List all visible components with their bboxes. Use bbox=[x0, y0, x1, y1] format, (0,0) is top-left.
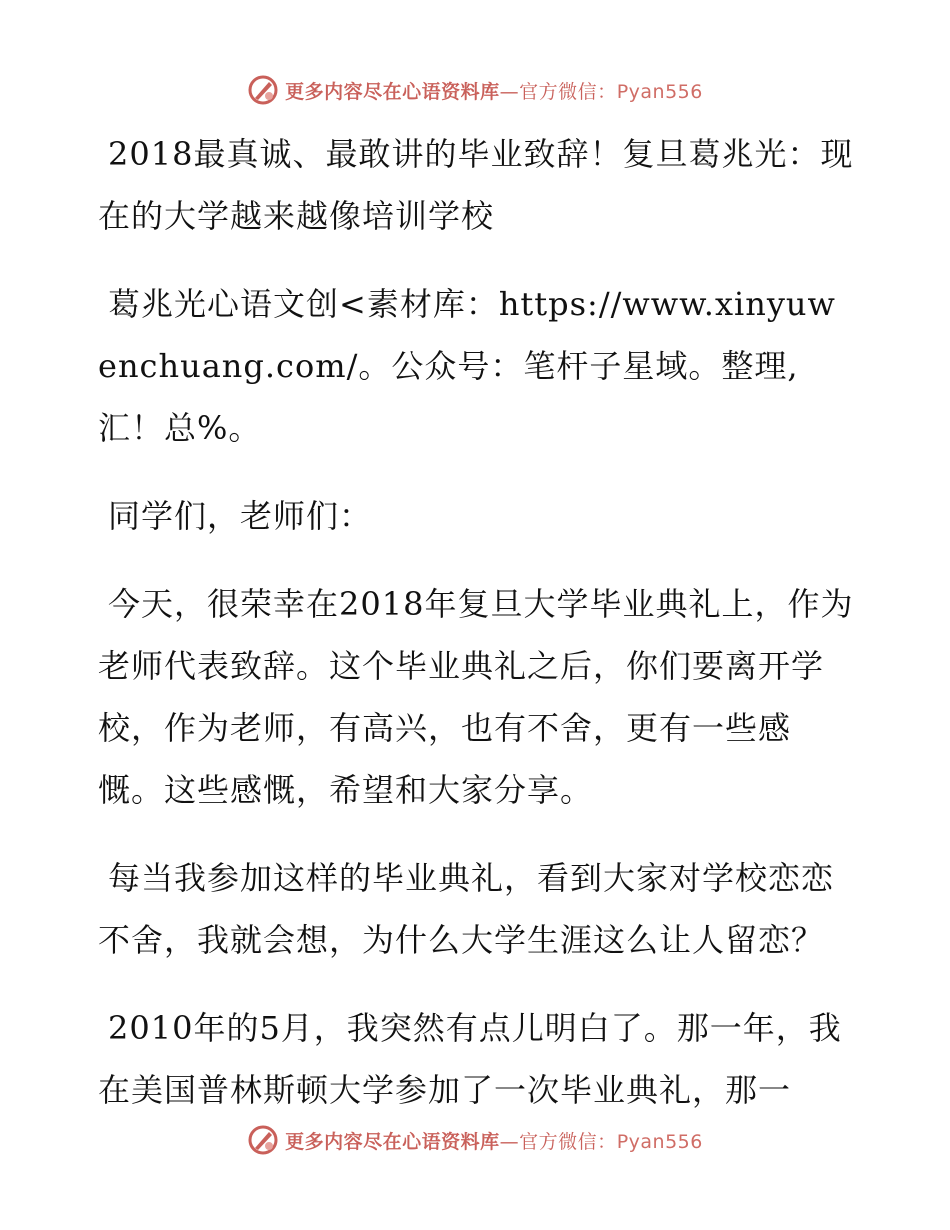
banner-text bbox=[285, 1127, 703, 1154]
document-source: 葛兆光心语文创<素材库：https://www.xinyuwenchuang.com/。公众号：笔杆子星域。整理,汇！总%。 bbox=[98, 285, 836, 447]
banner-wechat-id: Pyan556 bbox=[616, 80, 703, 103]
paragraph: 今天，很荣幸在2018年复旦大学毕业典礼上，作为老师代表致辞。这个毕业典礼之后，你们要离开学校，作为老师，有高兴，也有不舍，更有一些感慨。这些感慨，希望和大家分享。 bbox=[98, 585, 854, 809]
paragraph: 2010年的5月，我突然有点儿明白了。那一年，我在美国普林斯顿大学参加了一次毕业典礼，那一 bbox=[98, 1009, 842, 1109]
banner-text bbox=[285, 77, 703, 104]
quill-circle-logo-icon bbox=[247, 74, 279, 106]
header-banner bbox=[0, 70, 950, 110]
banner-dash: — bbox=[499, 80, 520, 103]
banner-dash: — bbox=[499, 1130, 520, 1153]
quill-circle-logo-icon bbox=[247, 1124, 279, 1156]
footer-banner bbox=[0, 1120, 950, 1160]
banner-main-text: 更多内容尽在心语资料库 bbox=[285, 1130, 500, 1153]
banner-wechat-label: 官方微信： bbox=[519, 80, 617, 103]
banner-wechat-label: 官方微信： bbox=[519, 1130, 617, 1153]
document-body bbox=[98, 123, 854, 1147]
banner-main-text: 更多内容尽在心语资料库 bbox=[285, 80, 500, 103]
paragraph: 每当我参加这样的毕业典礼，看到大家对学校恋恋不舍，我就会想，为什么大学生涯这么让人留恋？ bbox=[98, 859, 835, 959]
paragraph: 同学们，老师们： bbox=[108, 497, 373, 535]
document-title: 2018最真诚、最敢讲的毕业致辞！复旦葛兆光：现在的大学越来越像培训学校 bbox=[98, 135, 854, 235]
banner-wechat-id: Pyan556 bbox=[616, 1130, 703, 1153]
